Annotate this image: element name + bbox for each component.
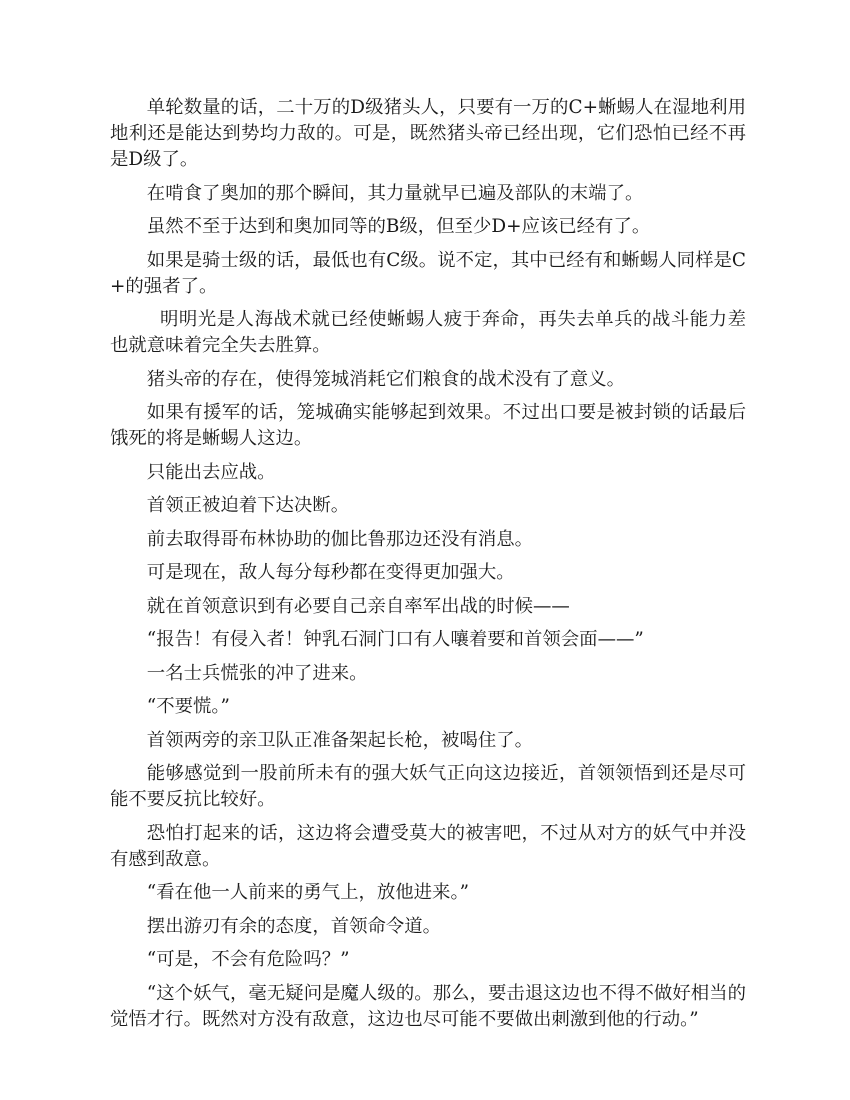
paragraph: 摆出游刃有余的态度，首领命令道。: [146, 915, 442, 937]
paragraph: 在啃食了奥加的那个瞬间，其力量就早已遍及部队的末端了。: [146, 182, 644, 204]
paragraph: 恐怕打起来的话，这边将会遭受莫大的被害吧，不过从对方的妖气中并没有感到敌意。: [110, 822, 746, 870]
paragraph: 首领两旁的亲卫队正准备架起长枪，被喝住了。: [146, 729, 534, 751]
paragraph: 如果有援军的话，笼城确实能够起到效果。不过出口要是被封锁的话最后饿死的将是蜥蜴人这边。: [110, 402, 746, 449]
document-page: [110, 95, 746, 1040]
paragraph: 可是现在，敌人每分每秒都在变得更加强大。: [146, 562, 515, 583]
paragraph: “报告！有侵入者！钟乳石洞门口有人嚷着要和首领会面——”: [146, 629, 644, 650]
paragraph: 首领正被迫着下达决断。: [146, 495, 350, 516]
paragraph: 如果是骑士级的话，最低也有C级。说不定，其中已经有和蜥蜴人同样是C+的强者了。: [110, 249, 746, 297]
paragraph: 前去取得哥布林协助的伽比鲁那边还没有消息。: [146, 528, 534, 550]
paragraph: 虽然不至于达到和奥加同等的B级，但至少D+应该已经有了。: [146, 216, 651, 237]
paragraph: 猪头帝的存在，使得笼城消耗它们粮食的战术没有了意义。: [146, 368, 625, 390]
paragraph: 就在首领意识到有必要自己亲自率军出战的时候——: [146, 595, 570, 617]
paragraph: 一名士兵慌张的冲了进来。: [146, 662, 368, 684]
paragraph: “可是，不会有危险吗？”: [146, 949, 350, 970]
paragraph: 明明光是人海战术就已经使蜥蜴人疲于奔命，再失去单兵的战斗能力差也就意味着完全失去胜算。: [110, 309, 746, 356]
paragraph: “这个妖气，毫无疑问是魔人级的。那么，要击退这边也不得不做好相当的觉悟才行。既然对方没有敌意，这边也尽可能不要做出刺激到他的行动。”: [110, 982, 746, 1030]
paragraph: 能够感觉到一股前所未有的强大妖气正向这边接近，首领领悟到还是尽可能不要反抗比较好。: [110, 763, 746, 810]
paragraph: 只能出去应战。: [146, 461, 276, 483]
paragraph: “看在他一人前来的勇气上，放他进来。”: [146, 882, 470, 903]
paragraph: “不要慌。”: [146, 696, 230, 717]
paragraph: 单轮数量的话，二十万的D级猪头人，只要有一万的C+蜥蜴人在湿地利用地利还是能达到势均力敌的。可是，既然猪头帝已经出现，它们恐怕已经不再是D级了。: [110, 97, 746, 170]
